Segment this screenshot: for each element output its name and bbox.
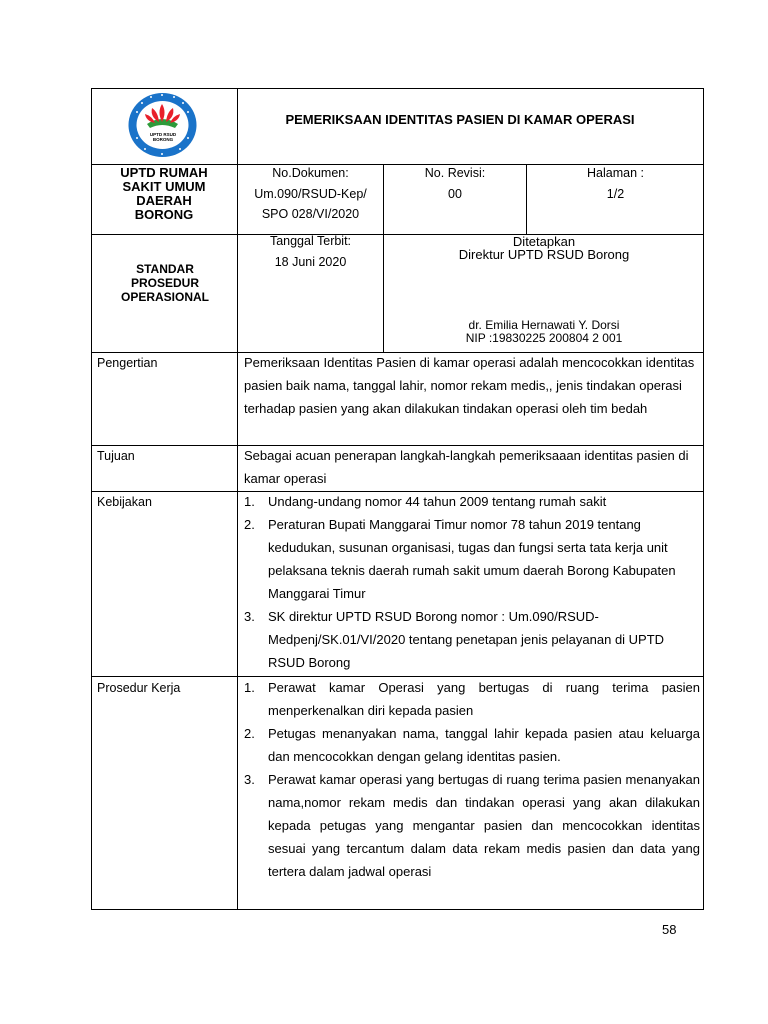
content-tujuan (244, 444, 700, 490)
document-title: PEMERIKSAAN IDENTITAS PASIEN DI KAMAR OPERASI (285, 112, 635, 127)
doc-no-label: No.Dokumen: (272, 166, 349, 180)
sop-type: STANDAR PROSEDUR OPERASIONAL (120, 262, 209, 304)
prosedur-item-3: Perawat kamar operasi yang bertugas di ruang terima pasien menanyakan nama,nomor rekam medis dan tindakan operasi yang akan dilakukan kepada petugas yang mengantar pasien dan mencocokkan identitas sesuai yang tercantum dalam data rekam medis pasien dan data yang tertera dalam jadwal operasi (268, 772, 700, 879)
list-item: 1. Perawat kamar Operasi yang bertugas di ruang terima pasien menperkenalkan diri kepada pasien (244, 676, 700, 722)
label-kebijakan: Kebijakan (97, 495, 152, 509)
content-kebijakan (244, 490, 700, 674)
approved-label: Ditetapkan (512, 234, 576, 249)
revision-label: No. Revisi: (424, 166, 486, 180)
kebijakan-item-3: SK direktur UPTD RSUD Borong nomor : Um.090/RSUD-Medpenj/SK.01/VI/2020 tentang penetapan jenis pelayanan di UPTD RSUD Borong (268, 609, 665, 670)
list-item: 2. Peraturan Bupati Manggarai Timur nomor 78 tahun 2019 tentang kedudukan, susunan organisasi, tugas dan fungsi serta tata kerja unit pelaksana teknis daerah rumah sakit umum daerah Borong Kabupaten Manggarai Timur (244, 517, 676, 601)
issue-date-label: Tanggal Terbit: (269, 234, 352, 248)
list-item: 3. Perawat kamar operasi yang bertugas di ruang terima pasien menanyakan nama,nomor rekam medis dan tindakan operasi yang akan dilakukan kepada petugas yang mengantar pasien dan mencocokkan identitas sesuai yang tercantum dalam data rekam medis pasien dan data yang tertera dalam jadwal operasi (244, 768, 700, 883)
kebijakan-item-1: Undang-undang nomor 44 tahun 2009 tentang rumah sakit (268, 494, 607, 509)
logo-text: UPTD RSUD BORONG (149, 132, 177, 142)
pengertian-text: Pemeriksaan Identitas Pasien di kamar operasi adalah mencocokkan identitas pasien baik nama, tanggal lahir, nomor rekam medis,, jenis tindakan operasi terhadap pasien yang akan dilakukan tindakan operasi oleh tim bedah (244, 355, 695, 416)
page-value: 1/2 (606, 187, 625, 201)
revision-value: 00 (448, 187, 462, 201)
prosedur-item-2: Petugas menanyakan nama, tanggal lahir kepada pasien atau keluarga dan mencocokkan dengan gelang identitas pasien. (268, 726, 700, 764)
label-tujuan: Tujuan (97, 449, 135, 463)
approved-by: Direktur UPTD RSUD Borong (458, 247, 630, 262)
label-prosedur: Prosedur Kerja (97, 681, 181, 695)
signer-name: dr. Emilia Hernawati Y. Dorsi (468, 318, 620, 332)
rule-column-3 (526, 164, 527, 234)
page-label: Halaman : (587, 166, 644, 180)
rule-column-2 (383, 164, 384, 352)
content-prosedur (244, 676, 700, 883)
content-pengertian (244, 351, 700, 420)
institution-name: UPTD RUMAH SAKIT UMUM DAERAH BORONG (120, 165, 208, 222)
hospital-logo (125, 90, 200, 160)
issue-date-value: 18 Juni 2020 (274, 255, 347, 269)
doc-no-value-2: SPO 028/VI/2020 (261, 207, 360, 221)
signer-nip: NIP :19830225 200804 2 001 (465, 331, 623, 345)
list-item: 2. Petugas menanyakan nama, tanggal lahir kepada pasien atau keluarga dan mencocokkan dengan gelang identitas pasien. (244, 722, 700, 768)
prosedur-item-1: Perawat kamar Operasi yang bertugas di ruang terima pasien menperkenalkan diri kepada pasien (268, 680, 700, 718)
doc-no-value-1: Um.090/RSUD-Kep/ (254, 187, 367, 201)
label-pengertian: Pengertian (97, 356, 158, 370)
list-item: 1. Undang-undang nomor 44 tahun 2009 tentang rumah sakit (244, 494, 607, 509)
rule-label-column (237, 88, 238, 910)
list-item: 3. SK direktur UPTD RSUD Borong nomor : Um.090/RSUD-Medpenj/SK.01/VI/2020 tentang penetapan jenis pelayanan di UPTD RSUD Borong (244, 609, 665, 670)
page-number: 58 (662, 922, 677, 937)
tujuan-text: Sebagai acuan penerapan langkah-langkah pemeriksaaan identitas pasien di kamar operasi (244, 448, 689, 486)
kebijakan-item-2: Peraturan Bupati Manggarai Timur nomor 78 tahun 2019 tentang kedudukan, susunan organisasi, tugas dan fungsi serta tata kerja unit pelaksana teknis daerah rumah sakit umum daerah Borong Kabupaten Manggarai Timur (268, 517, 676, 601)
